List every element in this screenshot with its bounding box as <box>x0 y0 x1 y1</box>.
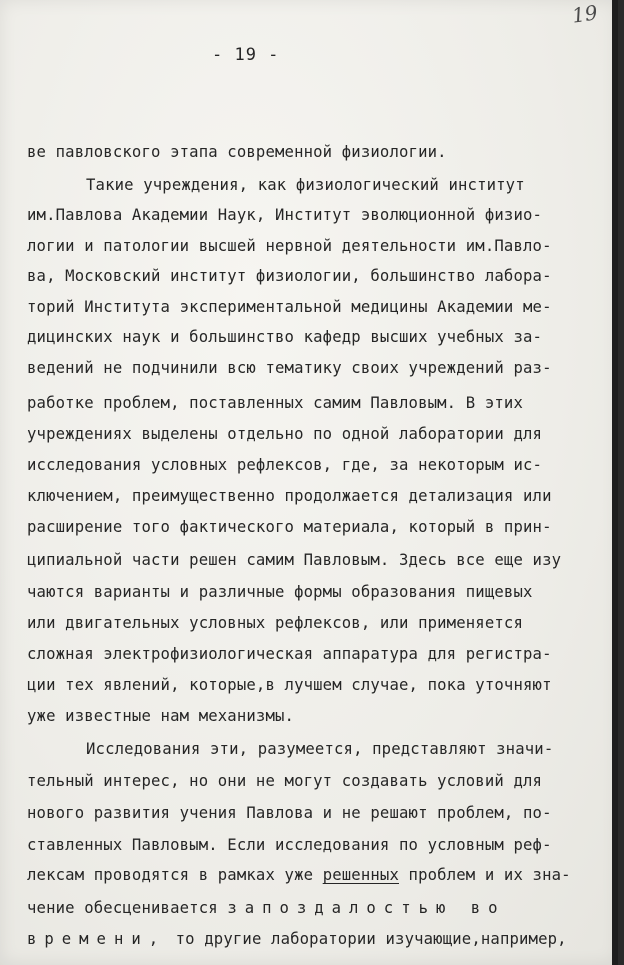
text-line: ставленных Павловым. Если исследования по условным реф- <box>27 836 552 854</box>
text-line: расширение того фактического материала, который в прин- <box>27 518 552 536</box>
text-line: ключением, преимущественно продолжается детализация или <box>27 487 552 505</box>
text-line <box>27 899 506 917</box>
spaced-emphasis: запоздалостью во <box>227 899 506 917</box>
text-line: ципиальной части решен самим Павловым. Здесь все еще изу <box>27 551 562 569</box>
handwritten-page-number: 19 <box>570 0 599 28</box>
text-segment: чение обесценивается <box>27 899 228 917</box>
text-line: ции тех явлений, которые,в лучшем случае, пока уточняют <box>27 676 552 694</box>
text-line: чаются варианты и различные формы образования пищевых <box>27 583 533 601</box>
text-line: или двигательных условных рефлексов, или применяется <box>27 614 523 632</box>
text-line <box>27 930 567 948</box>
text-line: дицинских наук и большинство кафедр высших учебных за- <box>27 328 543 346</box>
text-line: логии и патологии высшей нервной деятельности им.Павло- <box>27 237 552 255</box>
text-line: Такие учреждения, как физиологический институт <box>86 176 525 194</box>
text-line: Исследования эти, разумеется, представляют значи- <box>86 740 554 758</box>
text-line: торий Института экспериментальной медицины Академии ме- <box>27 298 552 316</box>
text-line <box>27 866 571 884</box>
text-line: тельный интерес, но они не могут создавать условий для <box>27 772 543 790</box>
text-segment: лексам проводятся в рамках уже <box>27 866 323 884</box>
text-line: исследования условных рефлексов, где, за некоторым ис- <box>27 456 543 474</box>
text-line: им.Павлова Академии Наук, Институт эволюционной физио- <box>27 206 543 224</box>
text-line: работке проблем, поставленных самим Павловым. В этих <box>27 394 523 412</box>
text-line: учреждениях выделены отдельно по одной лаборатории для <box>27 425 543 443</box>
typed-page-number: - 19 - <box>212 45 280 65</box>
text-line: уже известные нам механизмы. <box>27 707 295 725</box>
text-line: нового развития учения Павлова и не решают проблем, по- <box>27 804 552 822</box>
text-line: ве павловского этапа современной физиологии. <box>27 143 447 161</box>
text-segment: то другие лаборатории изучающие,например, <box>166 930 567 948</box>
text-segment: проблем и их зна- <box>399 866 571 884</box>
underlined-word: решенных <box>322 866 399 884</box>
text-line: ва, Московский институт физиологии, большинство лабора- <box>27 267 552 285</box>
text-line: сложная электрофизиологическая аппаратура для регистра- <box>27 645 552 663</box>
spaced-emphasis: времени, <box>27 930 167 948</box>
scan-edge <box>612 0 618 965</box>
text-line: ведений не подчинили всю тематику своих учреждений раз- <box>27 359 552 377</box>
